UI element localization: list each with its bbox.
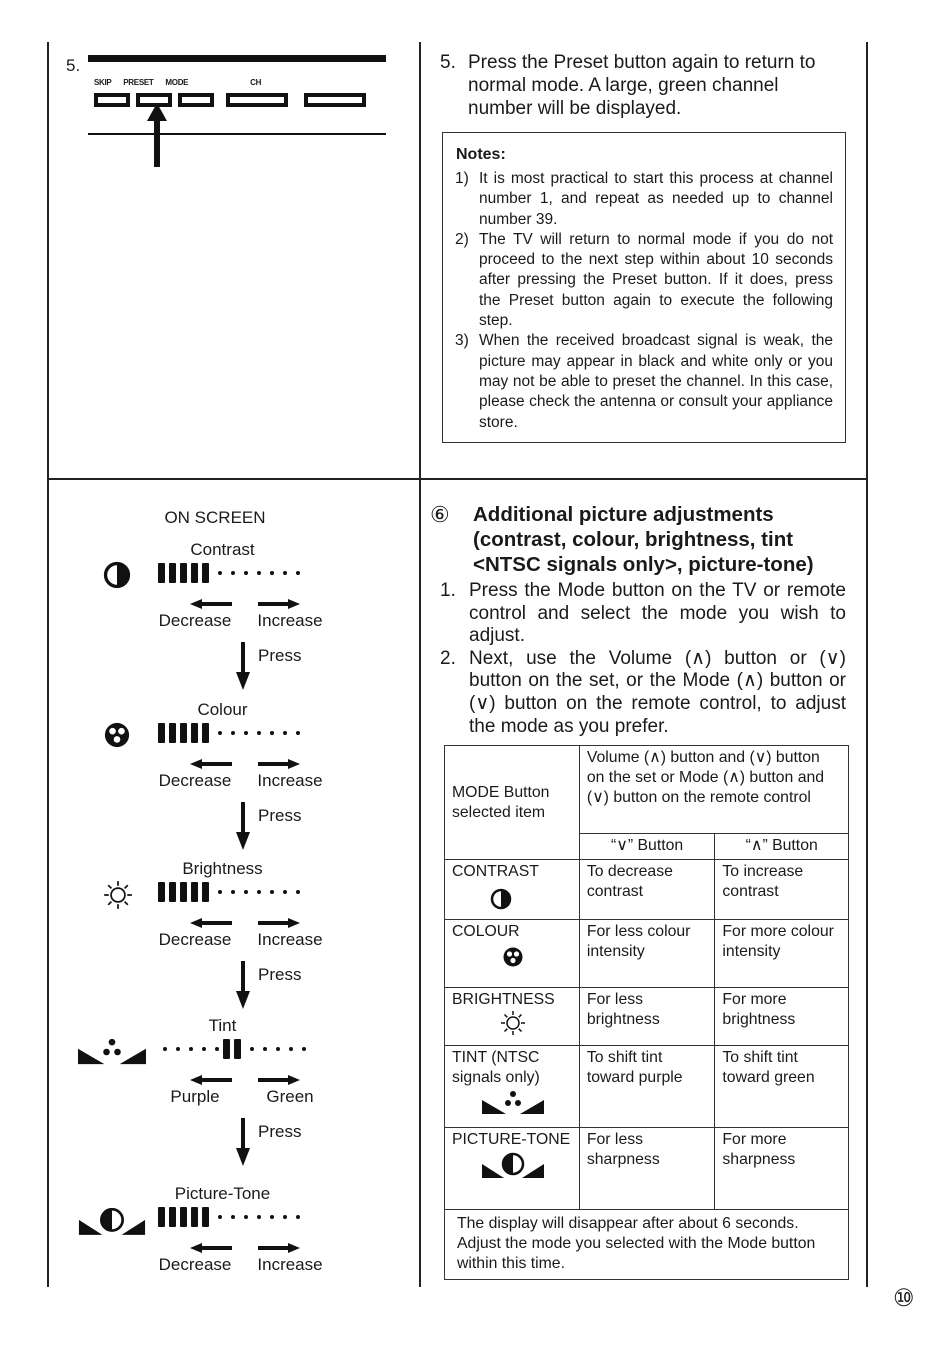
level-bar bbox=[158, 563, 300, 583]
osd-right-label: Increase bbox=[257, 930, 323, 949]
osd-title: Brightness bbox=[182, 859, 263, 878]
contrast-icon bbox=[103, 561, 131, 594]
notes-title: Notes: bbox=[456, 146, 506, 163]
table-head-buttons: Volume (∧) button and (∨) button on the set or Mode (∧) button and (∨) button on the remote control bbox=[579, 746, 848, 834]
notes-box bbox=[442, 132, 846, 443]
level-bar bbox=[158, 1039, 306, 1059]
frame-right-line bbox=[866, 42, 868, 1287]
section6-steps bbox=[440, 580, 846, 738]
osd-right-label: Increase bbox=[257, 611, 323, 630]
tint-icon bbox=[78, 1037, 146, 1072]
picture-tone-icon bbox=[482, 1150, 544, 1180]
down-arrow-icon bbox=[236, 642, 250, 695]
press-label: Press bbox=[258, 806, 302, 825]
on-screen-heading: ON SCREEN bbox=[164, 508, 266, 527]
osd-left-label: Decrease bbox=[158, 771, 232, 790]
level-bar bbox=[158, 882, 300, 902]
preset-label: PRESET bbox=[123, 78, 154, 87]
press-label: Press bbox=[258, 1122, 302, 1141]
osd-title: Tint bbox=[208, 1016, 237, 1035]
picture-tone-icon bbox=[78, 1205, 146, 1242]
osd-left-label: Decrease bbox=[158, 1255, 232, 1274]
osd-left-label: Decrease bbox=[158, 930, 232, 949]
volume-button bbox=[226, 93, 288, 107]
section6-symbol: ⑥ bbox=[430, 502, 450, 527]
mode-table bbox=[444, 745, 849, 1280]
table-row: PICTURE-TONE For less sharpness For more sharpness bbox=[445, 1128, 849, 1210]
skip-label: SKIP bbox=[94, 78, 112, 87]
colour-icon bbox=[103, 721, 131, 754]
section-divider bbox=[47, 478, 868, 480]
table-row: BRIGHTNESS For less brightness For more brightness bbox=[445, 988, 849, 1046]
section6-title: ⑥ Additional picture adjustments (contrast, colour, brightness, tint <NTSC signals only>, picture-tone) bbox=[430, 502, 814, 576]
ch-button bbox=[304, 93, 366, 107]
down-arrow-icon bbox=[236, 1118, 250, 1171]
osd-title: Contrast bbox=[190, 540, 255, 559]
table-head-item: MODE Button selected item bbox=[445, 746, 580, 860]
frame-left-line bbox=[47, 42, 49, 1287]
osd-left-label: Purple bbox=[170, 1087, 220, 1106]
contrast-icon bbox=[490, 888, 512, 910]
page-number: ⑩ bbox=[893, 1285, 915, 1312]
down-arrow-icon bbox=[236, 961, 250, 1014]
note-item: 1) It is most practical to start this process at channel number 1, and repeat as needed up to channel number 39. bbox=[455, 170, 833, 228]
table-row: CONTRAST To decrease contrast To increase contrast bbox=[445, 860, 849, 920]
press-arrow-icon bbox=[144, 103, 170, 167]
osd-right-label: Increase bbox=[257, 1255, 323, 1274]
level-bar bbox=[158, 1207, 300, 1227]
osd-title: Colour bbox=[197, 700, 248, 719]
down-arrow-icon bbox=[236, 802, 250, 855]
tint-icon bbox=[482, 1090, 544, 1116]
mode-button bbox=[178, 93, 214, 107]
osd-title: Picture-Tone bbox=[174, 1184, 271, 1203]
table-sub-down: “∨” Button bbox=[579, 834, 715, 860]
table-sub-up: “∧” Button bbox=[715, 834, 849, 860]
osd-right-label: Increase bbox=[257, 771, 323, 790]
note-item: 2) The TV will return to normal mode if you do not proceed to the next step within about 10 seconds after pressing the Preset button. If it does, press the Preset button again to execute the following step. bbox=[455, 230, 833, 330]
control-panel-diagram bbox=[88, 55, 388, 170]
step-item: 2. Next, use the Volume (∧) button or (∨) button on the set, or the Mode (∧) button or (∨) button on the remote control, to adjust the mode as you prefer. bbox=[440, 647, 846, 737]
table-footer: The display will disappear after about 6 seconds. Adjust the mode you selected with the Mode button within this time. bbox=[445, 1210, 849, 1280]
note-item: 3) When the received broadcast signal is weak, the picture may appear in black and white only or you may not be able to preset the channel. In this case, please check the antenna or consult your appliance store. bbox=[455, 332, 833, 431]
table-row: COLOUR For less colour intensity For more colour intensity bbox=[445, 920, 849, 988]
colour-icon bbox=[502, 946, 524, 968]
table-row: TINT (NTSC signals only) To shift tint toward purple To shift tint toward green bbox=[445, 1046, 849, 1128]
brightness-icon bbox=[103, 880, 133, 915]
frame-middle-line bbox=[419, 42, 421, 1287]
left-step-number: 5. bbox=[66, 56, 81, 75]
press-label: Press bbox=[258, 965, 302, 984]
right-step-number: 5. bbox=[440, 52, 456, 73]
press-label: Press bbox=[258, 646, 302, 665]
level-bar bbox=[158, 723, 300, 743]
brightness-icon bbox=[500, 1010, 526, 1036]
skip-button bbox=[94, 93, 130, 107]
step5-text: Press the Preset button again to return to normal mode. A large, green channel number will be displayed. bbox=[468, 52, 816, 119]
ch-label: CH bbox=[250, 78, 262, 87]
osd-left-label: Decrease bbox=[158, 611, 232, 630]
step-item: 1. Press the Mode button on the TV or remote control and select the mode you wish to adjust. bbox=[440, 580, 846, 647]
mode-label: MODE bbox=[165, 78, 189, 87]
osd-right-label: Green bbox=[266, 1087, 314, 1106]
